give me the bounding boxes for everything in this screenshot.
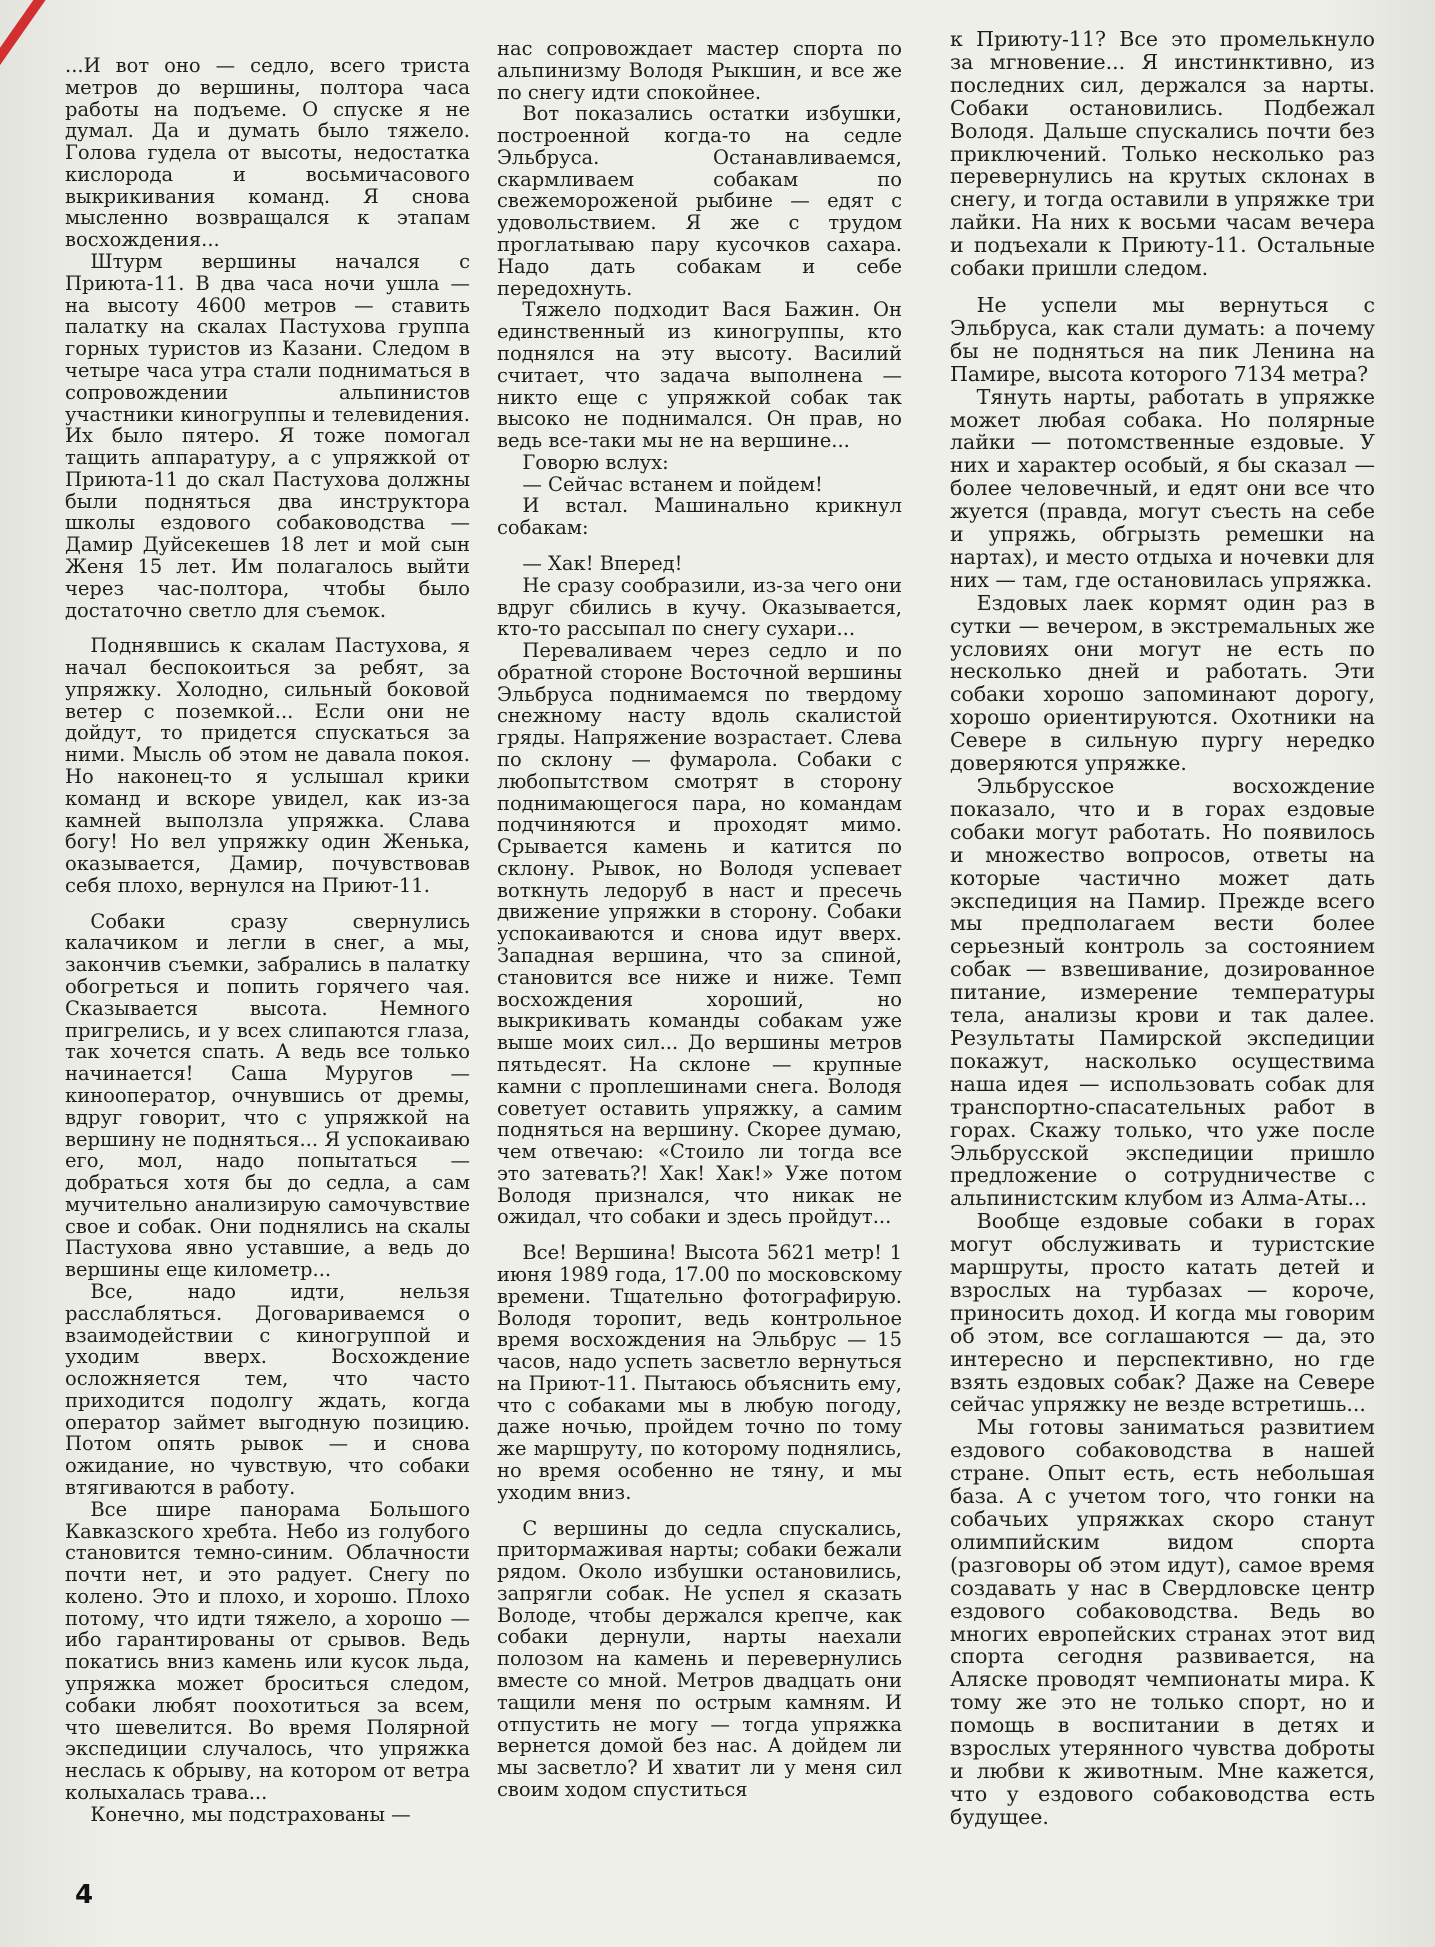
paragraph: С вершины до седла спускались, притормаживая нарты; собаки бежали рядом. Около избушки остановились, запрягли собак. Не успел я сказать Володе, чтобы держался крепче, как собаки дернули, нарты наехали полозом на камень и перевернулись вместе со мной. Метров двадцать они тащили меня по острым камням. И отпустить не могу — тогда упряжка вернется домой без нас. А дойдем ли мы засветло? И хватит ли у меня сил своим ходом спуститься <box>497 1516 902 1801</box>
paragraph: Не успели мы вернуться с Эльбруса, как стали думать: а почему бы не подняться на пик Ленина на Памире, высота которого 7134 метра? <box>950 292 1375 386</box>
paragraph: Эльбрусское восхождение показало, что и в горах ездовые собаки могут работать. Но появилось и множество вопросов, ответы на которые частично может дать экспедиция на Памир. Прежде всего мы предполагаем вести более серьезный контроль за состоянием собак — взвешивание, дозированное питание, измерение температуры тела, анализы крови и так далее. Результаты Памирской экспедиции покажут, насколько осуществима наша идея — использовать собак для транспортно-спасательных работ в горах. Скажу только, что уже после Эльбрусской экспедиции пришло предложение о сотрудничестве с альпинистским клубом из Алма-Аты... <box>950 774 1375 1211</box>
paragraph: Вообще ездовые собаки в горах могут обслуживать и туристские маршруты, просто катать детей и взрослых на турбазах — короче, приносить доход. И когда мы говорим об этом, все соглашаются — да, это интересно и перспективно, но где взять ездовых собак? Даже на Севере сейчас упряжку не везде встретишь... <box>950 1209 1375 1417</box>
text-column-3 <box>950 28 1375 1829</box>
paragraph: Тяжело подходит Вася Бажин. Он единственный из киногруппы, кто поднялся на эту высоту. Василий считает, что задача выполнена — никто еще с упряжкой собак так высоко не поднимался. Он прав, но ведь все-таки мы не на вершине... <box>497 298 902 453</box>
bookmark-strip <box>0 0 51 83</box>
paragraph: — Сейчас встанем и пойдем! <box>522 472 823 496</box>
paragraph: Конечно, мы подстрахованы — <box>90 1802 411 1826</box>
paragraph: Переваливаем через седло и по обратной стороне Восточной вершины Эльбруса поднимаемся по твердому снежному насту вдоль скалистой гряды. Напряжение возрастает. Слева по склону — фумарола. Собаки с любопытством смотрят в сторону поднимающегося пара, но командам подчиняются и проходят мимо. Срывается камень и катится по склону. Рывок, но Володя успевает воткнуть ледоруб в наст и пресечь движение упряжки в сторону. Собаки успокаиваются и снова идут вверх. Западная вершина, что за спиной, становится все ниже и ниже. Темп восхождения хороший, но выкрикивать команды собакам уже выше моих сил... До вершины метров пятьдесят. На склоне — крупные камни с проплешинами снега. Володя советует оставить упряжку, а самим подняться на вершину. Скорее думаю, чем отвечаю: «Стоило ли тогда все это затевать?! Хак! Хак!» Уже потом Володя признался, что никак не ожидал, что собаки и здесь пройдут... <box>497 639 902 1229</box>
text-column-1 <box>65 55 470 1826</box>
paragraph: Штурм вершины начался с Приюта-11. В два часа ночи ушла — на высоту 4600 метров — ставить палатку на скалах Пастухова группа горных туристов из Казани. Следом в четыре часа утра стали подниматься в сопровождении альпинистов участники киногруппы и телевидения. Их было пятеро. Я тоже помогал тащить аппаратуру, а с упряжкой от Приюта-11 до скал Пастухова должны были подняться два инструктора школы ездового собаководства — Дамир Дуйсекешев 18 лет и мой сын Женя 15 лет. Им полагалось выйти через час-полтора, чтобы было достаточно светло для съемок. <box>65 250 470 622</box>
paragraph: к Приюту-11? Все это промелькнуло за мгновение... Я инстинктивно, из последних сил, держался за нарты. Собаки остановились. Подбежал Володя. Дальше спускались почти без приключений. Только несколько раз перевернулись на крутых склонах в снегу, и тогда оставили в упряжке три лайки. На них к восьми часам вечера и подъехали к Приюту-11. Остальные собаки пришли следом. <box>950 27 1375 281</box>
paragraph: нас сопровождает мастер спорта по альпинизму Володя Рыкшин, и все же по снегу идти спокойнее. <box>497 37 902 104</box>
paragraph: Поднявшись к скалам Пастухова, я начал беспокоиться за ребят, за упряжку. Холодно, сильный боковой ветер с поземкой... Если они не дойдут, то придется спускаться за ними. Мысль об этом не давала покоя. Но наконец-то я услышал крики команд и вскоре увидел, как из-за камней выползла упряжка. Слава богу! Но вел упряжку один Женька, оказывается, Дамир, почувствовав себя плохо, вернулся на Приют-11. <box>65 634 470 897</box>
paragraph: Говорю вслух: <box>522 450 669 474</box>
paragraph: ...И вот оно — седло, всего триста метров до вершины, полтора часа работы на подъеме. О спуске я не думал. Да и думать было тяжело. Голова гудела от высоты, недостатка кислорода и восьмичасового выкрикивания команд. Я снова мысленно возвращался к этапам восхождения... <box>65 54 470 252</box>
paragraph: Не сразу сообразили, из-за чего они вдруг сбились в кучу. Оказывается, кто-то рассыпал по снегу сухари... <box>497 573 902 641</box>
paragraph: Вот показались остатки избушки, построенной когда-то на седле Эльбруса. Останавливаемся, скармливаем собакам по свежемороженой рыбине — едят с удовольствием. Я же с трудом проглатываю пару кусочков сахара. Надо дать собакам и себе передохнуть. <box>497 102 902 300</box>
text-column-2 <box>497 38 902 1801</box>
paragraph: Все шире панорама Большого Кавказского хребта. Небо из голубого становится темно-синим. Облачности почти нет, и это радует. Снегу по колено. Это и плохо, и хорошо. Плохо потому, что идти тяжело, а хорошо — ибо гарантированы от срывов. Ведь покатись вниз камень или кусок льда, упряжка может броситься следом, собаки любят поохотиться за всем, что шевелится. Во время Полярной экспедиции случалось, что упряжка неслась к обрыву, на котором от ветра колыхалась трава... <box>65 1497 470 1804</box>
paragraph: Все, надо идти, нельзя расслабляться. Договариваемся о взаимодействии с киногруппой и уходим вверх. Восхождение осложняется тем, что часто приходится подолгу ждать, когда оператор займет выгодную позицию. Потом опять рывок — и снова ожидание, но чувствую, что собаки втягиваются в работу. <box>65 1279 470 1499</box>
paragraph: — Хак! Вперед! <box>522 551 683 575</box>
paragraph: Все! Вершина! Высота 5621 метр! 1 июня 1989 года, 17.00 по московскому времени. Тщательно фотографирую. Володя торопит, ведь контрольное время восхождения на Эльбрус — 15 часов, надо успеть засветло вернуться на Приют-11. Пытаюсь объяснить ему, что с собаками мы в любую погоду, даже ночью, пройдем точно по тому же маршруту, по которому поднялись, но время особенно не тяну, и мы уходим вниз. <box>497 1241 902 1504</box>
page-number: 4 <box>75 1880 94 1910</box>
paragraph: Собаки сразу свернулись калачиком и легли в снег, а мы, закончив съемки, забрались в палатку обогреться и попить горячего чая. Сказывается высота. Немного пригрелись, и у всех слипаются глаза, так хочется спать. А ведь все только начинается! Саша Муругов — кинооператор, очнувшись от дремы, вдруг говорит, что с упряжкой на вершину не подняться... Я успокаиваю его, мол, надо попытаться — добраться хотя бы до седла, а сам мучительно анализирую самочувствие свое и собак. Они поднялись на скалы Пастухова явно уставшие, а ведь до вершины еще километр... <box>65 909 470 1282</box>
paragraph: Ездовых лаек кормят один раз в сутки — вечером, в экстремальных же условиях они могут не есть по несколько дней и работать. Эти собаки хорошо запоминают дорогу, хорошо ориентируются. Охотники на Севере в сильную пургу нередко доверяются упряжке. <box>950 590 1375 776</box>
paragraph: Тянуть нарты, работать в упряжке может любая собака. Но полярные лайки — потомственные ездовые. У них и характер особый, я бы сказал — более человечный, и едят они все что жуется (правда, могут съесть на себе и упряжь, обгрызть ремешки на нартах), и место отдыха и ночевки для них — там, где остановилась упряжка. <box>950 384 1375 592</box>
paragraph: И встал. Машинально крикнул собакам: <box>497 494 902 540</box>
paragraph: Мы готовы заниматься развитием ездового собаководства в нашей стране. Опыт есть, есть небольшая база. А с учетом того, что гонки на собачьих упряжках скоро станут олимпийским видом спорта (разговоры об этом идут), самое время создавать у нас в Свердловске центр ездового собаководства. Ведь во многих европейских странах этот вид спорта сегодня развивается, на Аляске проводят чемпионаты мира. К тому же это не только спорт, но и помощь в воспитании в детях и взрослых утерянного чувства доброты и любви к животным. Мне кажется, что у ездового собаководства есть будущее. <box>950 1415 1375 1829</box>
